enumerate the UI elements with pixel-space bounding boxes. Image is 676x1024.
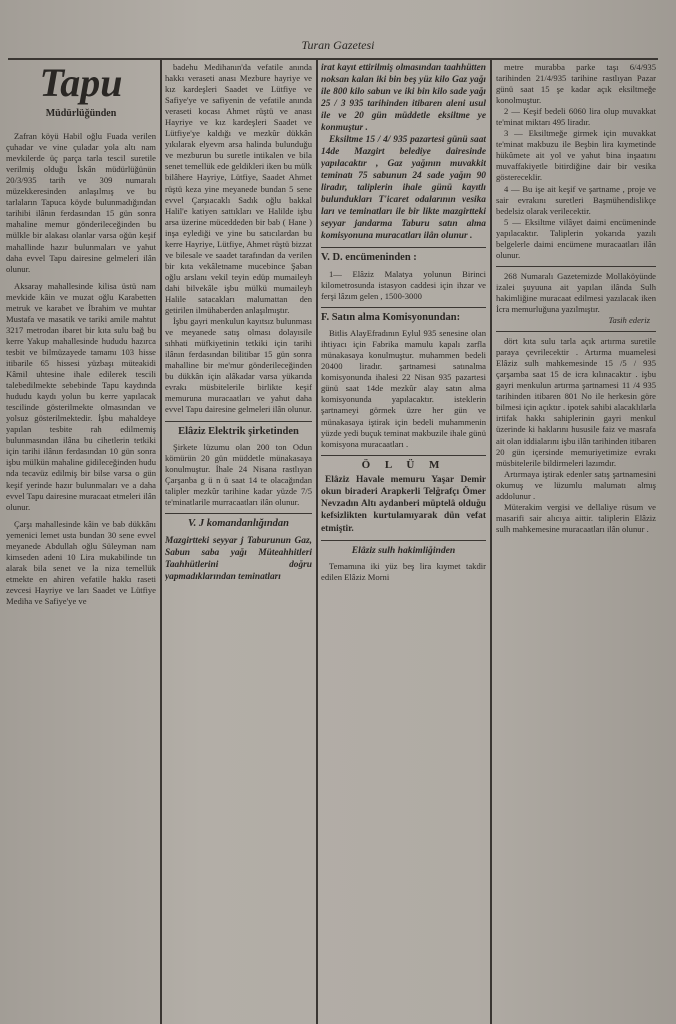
- separator: [496, 331, 656, 332]
- elektrik-ad-title: Elâziz Elektrik şirketinden: [178, 425, 299, 437]
- jandarma-ad-continued: irat kayıt ettirilmiş olmasından taahhütten noksan kalan iki bin beş yüz kilo Gaz yağı ile 800 kilo sabun ve iki bin kilo sade yağı 25 / 3 935 tarihinden itibaren aleni usul ile ve 20 gün müddetle eksiltme ye konmuştur .: [321, 63, 486, 133]
- vd-text: 1— Elâziz Malatya yolunun Birinci kilometrosunda istasyon caddesi için ihzar ve ferşi lâzım gelen , 1500-3000: [321, 268, 486, 301]
- column-rule-2: [316, 60, 318, 1024]
- separator: [165, 421, 312, 422]
- jandarma-ad-text: Mazgirtteki seyyar j Taburunun Gaz, Sabun saba yağı Müteahhitleri Taahhütlerini doğru yapmadıklarından teminatları: [165, 535, 312, 582]
- separator: [321, 247, 486, 248]
- column-3: [321, 62, 486, 1024]
- column-4: [496, 62, 656, 1024]
- vd-conditions-4: 4 — Bu işe ait keşif ve şartname , proje ve sair evrakını suretleri Başmühendislikçe bedelsiz olarak verilecektir.: [496, 183, 656, 216]
- separator: [496, 266, 656, 267]
- olum-text: Elâziz Havale memuru Yaşar Demir okun biraderi Arapkerli Telğrafçı Ömer Nevzadın Altı aydanberi müptelâ olduğu kefsizlikten kurtulamıyarak dün vefat etmiştir.: [321, 474, 486, 534]
- correction-notice: 268 Numaralı Gazetemizde Mollaköyünde izalei şuyuuna ait yapılan ilânda Sulh hakimliğine muracaat edilmesi yazılacak iken İcra memurluğuna yazılmıştır.: [496, 270, 656, 314]
- column-rule-1: [160, 60, 162, 1024]
- tapu-notice-1: Zafran köyü Habil oğlu Fuada verilen çuhadar ve vine çuladar yola altı nam mevkilerde üç parça tarla tescil suretile verilmiş olduğu İskân müdürlüğünün 20/3/935 tarih ve 309 numaralı müzekkeresinden anlaşılmış ve bu tarlaların Tapuca köyde bulunmadığından tarihibi ilânın ferdasından 15 gün sonra mahaline memur gönderileceğinden bu mülkle bir alakası olanlar varsa oğün keşif mahallinde hazır bulunmaları ve yahut daha evvel Tapu dairesine gelmeleri ilân olunur.: [6, 131, 156, 274]
- tarla-auction-text-2: Artırmaya iştirak edenler satış şartnamesini okumuş ve lüzumlu malumatı almış addolunur .: [496, 468, 656, 501]
- tapu-notice-2: Aksaray mahallesinde kilisa üstü nam mevkide kâin ve muzat oğlu Karabetten metruk ve karabet ve İbrahim ve muhtar Mustafa ve masatik ve tariki amile mahtut 3217 metrodan ibaret bir kıta sulu bağ bu kerre Yakup mahallesinde hududu hazırca tesbit ve bilmüzayede tamamı 103 hisse itibarile 65 hissesi yüzbaşı müteakidi Kâmil uhtesine ihale edilerek tescili talebedilmekte sebebinde Tapu kaydında hududu kaydı yolun bu kerre yapılacak tescilinde gösterilmekte olmasından ve yolsuz gösterilmektedir. İşbu mahaldeye yapılan tesbite rah edilmemiş bulunmasından ilâna bu cihetlerin tetkiki için tarihi ilânın ferdasından 10 gün sonra işbu mülkün mahaline gidileceğinden hudu nda tecavüz edilmiş bir bilse varsa o gün keşif yerinde hazır bulunmaları ve a daha evvel Tapu dairesine muracaat etmeleri ilân olunur.: [6, 280, 156, 512]
- elektrik-ad-text: Şirkete lüzumu olan 200 ton Odun kömürün 20 gün müddetle münakasaya konulmuştur. İhale 24 Nisana rastlıyan Çarşanba g ü n ü saat 14 te olacağından talipler mezkûr tarihine kadar yüzde 7/5 te'minatlarile murracaatları ilân olunur.: [165, 442, 312, 508]
- vd-conditions-2: 2 — Keşif bedeli 6060 lira olup muvakkat te'minat miktarı 495 liradır.: [496, 106, 656, 128]
- vd-conditions-1: metre murabba parke taşı 6/4/935 tarihinden 21/4/935 tarihine rastlıyan Pazar günü saat 15 şe kadar açık eksiltmeğe konolmuştur.: [496, 62, 656, 106]
- satin-alma-title: F. Satın alma Komisyonundan:: [321, 311, 461, 323]
- vd-conditions-5: 5 — Eksiltme vilâyet daimi encümeninde yapılacaktır. Taliplerin yokarıda yazılı belgelerle daimi encümene muracaatları ilân olunur.: [496, 216, 656, 260]
- tapu-notice-continued: badehu Medihanın'da vefatile anında hakkı veraseti anası Mezbure hayriye ve kız kardeşleri Saadet ve Lütfiye ve Safiye'ye ve safiyenin de vefatile anında veraseti kocası Ahmet rüştü ve anası Hayriye ve kız kardeşleri Saadet ve Lütfiye'ye kaldığı ve mezkûr dükkân yıkılarak elyevm arsa halinda bulunduğu ve mezburun bu suretle intikalen ve bila senet temellük ede geldikleri iken bu mülk bilâhere Hayriye, Lütfiye, Saadet Ahmet rüştü keza yine meyanede bundan 5 sene evvel Çarşıacaklı Sadık oğlu bakkal Halil'e katiyen sattıkları ve Halilde işbu arsa üzerine müceddeden bir bab ( Hane ) inşa eylediği ve yine bu satıcılardan bu kerre Hayriye, Lütfiye, Ahmet rüştü bizzat ve bilesale ve saadet tarafından da verilen bir kıta vekâletname mucebince Şaban oğlu arslanı vekil teyin edüp mumaileyh dahi bilvekâle işbu mülkü mumaileyh Halile satacakları malumattan den getirilen ilmühaberden anlaşılmıştır.: [165, 62, 312, 316]
- jandarma-ad-title: V. J komandanlığından: [187, 518, 290, 530]
- tarla-auction-text: dört kıta sulu tarla açık artırma suretile paraya çevrilecektir . Artırma muamelesi Elâziz sulh mahkemesinde 15 /5 / 935 çarşamba saat 15 de icra kılınacaktır . işbu gayri menkulun artırma şartnamesi 11 /4 935 tarihinden itibaren 801 No ile herkesin göre bilmesi için açıktır . ipotek sahibi alacaklılarla irtifak hakkı sahiplerinin gayri menkul üzerinde ki haklarını hususile faiz ve masrafa ait olan iddialarını işbu ilân tarihinden itibaren 20 gün içersinde memuriyetimize evrakı müsbitelerile bildirmeleri lazımdır.: [496, 336, 656, 468]
- running-head: Turan Gazetesi: [301, 38, 375, 52]
- separator: [321, 540, 486, 541]
- separator: [321, 307, 486, 308]
- separator: [321, 455, 486, 456]
- vd-title: V. D. encümeninden :: [321, 252, 417, 263]
- tapu-title: Tapu: [39, 62, 123, 105]
- column-2: [165, 62, 312, 1024]
- jandarma-ad-eksiltme: Eksiltme 15 / 4/ 935 pazartesi günü saat 14de Mazgirt belediye dairesinde yapılacaktır , Gaz yağının muvakkit teminatı 75 sabunun 24 sade yağın 90 liradır, taliplerin ihale günü kayıtlı bulundukları T'icaret odalarının vesika ları ve teminatları ile bir likte mazgirtteki seyyar jandarma Taburu satın alma komisyonuna muracatları ilân olunur .: [321, 135, 486, 241]
- column-rule-3: [490, 60, 492, 1024]
- tarla-auction-text-3: Müterakim vergisi ve dellaliye rüsum ve masarifi sair alıcıya aittir. taliplerin Elâziz sulh mahkemesine muracaatları ilân olunur .: [496, 501, 656, 534]
- separator: [165, 513, 312, 514]
- tapu-notice-3: Çarşı mahallesinde kâin ve bab dükkânı yemenici lemet usta bundan 30 sene evvel meyanede Abdullah oğlu Süleyman nam kimseden adeni 10 Lira mukabilinde tın alarak bila senet ve la niza temellük etmekte en ahiren vefatile hakkı raseti zevcesi Hayriye ve ları Saadet ve Lütfiye Mediha ve Safiye'ye ve: [6, 518, 156, 606]
- vd-conditions-3: 3 — Eksiltmeğe girmek için muvakkat te'minat makbuzu ile Beşbin lira kıymetinde hükûmete ait yol ve yahut bina inşaatını muvaffakiyetle bitirdiğine dair bir vesika göstereceklir.: [496, 128, 656, 183]
- tapu-notice-closing: İşbu gayri menkulun kayıtsız bulunması ve meyanede satış olması dolayısile sıhhati müfkiyetinin tetkiki için tarihi ilânın ferdasından bilitibar 15 gün sonra mahalline bir me'mur gönderileceğinden bu dükkân için alâkadar varsa yükarıda evrakı müsbitelerile birlikte keşif memuruna muracaatları ve yahut daha evvel Tapu dairesine gelmeleri ilân olunur.: [165, 316, 312, 415]
- correction-sign: Tasih ederiz: [608, 315, 650, 326]
- olum-title: Ö L Ü M: [361, 458, 446, 471]
- tapu-subtitle: Müdürlüğünden: [45, 108, 117, 119]
- satin-alma-text: Bitlis AlayEfradının Eylul 935 senesine olan ihtiyacı için Fabrika mamulu kapalı zarfla münakasaya konulmuştur. muhammen bedeli 20400 liradır. şartnamesi satınalma komisyonunda ihalesi 22 Nisan 935 pazartesi günü saat 14de mezkûr alay satın alma komisyonunda yapılacaktır. isteklerin şartnameyi görmek üzre her gün ve münakasaya iştirak için bedeli muhammenin yüzde yedi buçuk teminat makbuzile ihale günü komisyona muracaatları .: [321, 328, 486, 449]
- column-1: [6, 62, 156, 1024]
- top-rule: [8, 58, 658, 60]
- sulh-title: Elâziz sulh hakimliğinden: [351, 544, 456, 556]
- sulh-text: Temamına iki yüz beş lira kıymet takdir edilen Elâziz Morni: [321, 561, 486, 583]
